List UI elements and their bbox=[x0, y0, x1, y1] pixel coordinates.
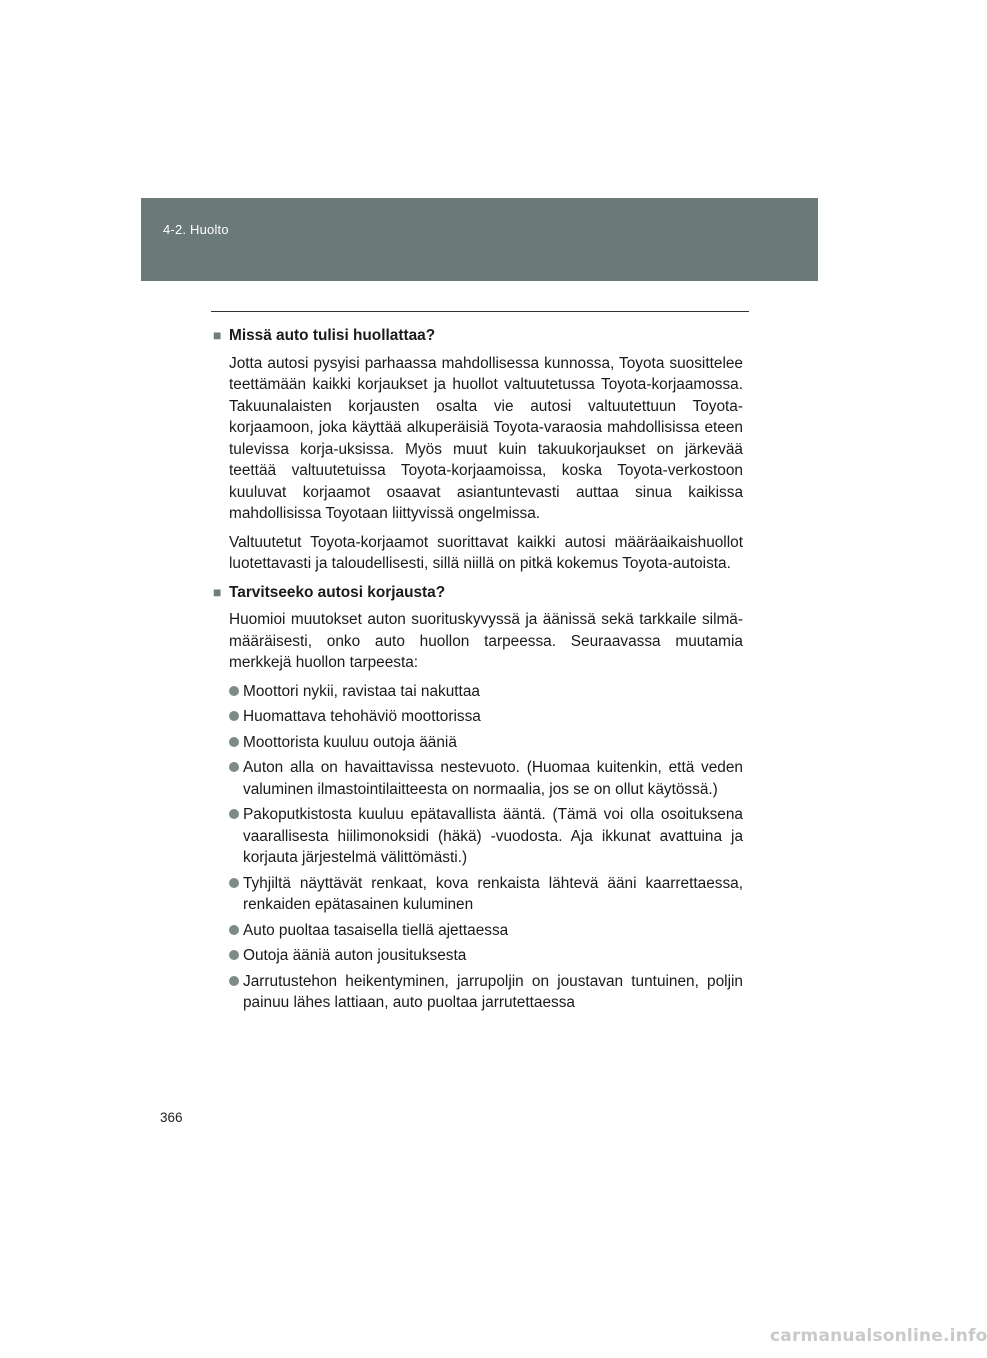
paragraph: Huomioi muutokset auton suorituskyvyssä ja äänissä sekä tarkkaile silmä-määräisesti, onko auto huollon tarpeessa. Seuraavassa muutamia merkkejä huollon tarpeesta: bbox=[229, 611, 743, 671]
watermark: carmanualsonline.info bbox=[770, 1326, 987, 1346]
list-item-text: Auton alla on havaittavissa nestevuoto. (Huomaa kuitenkin, että veden valuminen ilmastointilaitteesta on normaalia, jos se on ollut käytössä.) bbox=[243, 759, 743, 798]
list-item bbox=[229, 971, 743, 1014]
list-item-text: Outoja ääniä auton jousituksesta bbox=[243, 947, 467, 964]
list-item bbox=[229, 945, 743, 967]
paragraph: Jotta autosi pysyisi parhaassa mahdollisessa kunnossa, Toyota suosittelee teettämään kaikki korjaukset ja huollot valtuutetussa Toyota-korjaamossa. Takuunalaisten korjausten osalta vie autosi valtuutettuun Toyota-korjaamoon, joka käyttää alkuperäisiä Toyota-varaosia mahdollisissa eteen tulevissa korja-uksissa. Myös muut kuin takuukorjaukset on järkevää teettää valtuutetuissa Toyota-korjaamoissa, koska Toyota-verkostoon kuuluvat korjaamot osaavat asiantuntevasti auttaa sinua kaikissa mahdollisissa Toyotaan liittyvissä ongelmissa. bbox=[229, 354, 743, 522]
heading-text: Missä auto tulisi huollattaa? bbox=[229, 327, 436, 344]
list-item-text: Huomattava tehohäviö moottorissa bbox=[243, 708, 481, 725]
list-item bbox=[229, 757, 743, 800]
list-item-text: Pakoputkistosta kuuluu epätavallista ääntä. (Tämä voi olla osoituksena vaarallisesta hiilimonoksidi (häkä) -vuodosta. Ajа ikkunat avattuina ja korjauta järjestelmä välittömästi.) bbox=[243, 806, 743, 866]
page-content bbox=[213, 325, 743, 1018]
list-item bbox=[229, 804, 743, 869]
list-item bbox=[229, 706, 743, 728]
heading-text: Tarvitseeko autosi korjausta? bbox=[229, 583, 446, 601]
bullet-dot-icon bbox=[229, 762, 239, 772]
square-bullet-icon: ■ bbox=[213, 327, 222, 343]
list-item bbox=[229, 681, 743, 703]
square-bullet-icon: ■ bbox=[213, 583, 222, 600]
list-item-text: Moottori nykii, ravistaa tai nakuttaa bbox=[243, 682, 480, 700]
bullet-dot-icon bbox=[229, 809, 239, 819]
list-item bbox=[229, 920, 743, 942]
bullet-dot-icon bbox=[229, 925, 239, 935]
bullet-dot-icon bbox=[229, 976, 239, 986]
paragraph: Valtuutetut Toyota-korjaamot suorittavat kaikki autosi määräaikaishuollot luotettavasti ja taloudellisesti, sillä niillä on pitkä kokemus Toyota-autoista. bbox=[229, 533, 743, 572]
section-title: 4-2. Huolto bbox=[163, 222, 229, 237]
section-heading bbox=[213, 582, 743, 604]
list-item bbox=[229, 732, 743, 754]
bullet-dot-icon bbox=[229, 737, 239, 747]
section-heading bbox=[213, 325, 743, 347]
bullet-dot-icon bbox=[229, 686, 239, 696]
bullet-dot-icon bbox=[229, 711, 239, 721]
bullet-dot-icon bbox=[229, 950, 239, 960]
list-item bbox=[229, 873, 743, 916]
list-item-text: Jarrutustehon heikentyminen, jarrupoljin on joustavan tuntuinen, poljin painuu lähes lattiaan, auto puoltaa jarrutettaessa bbox=[243, 972, 743, 1011]
list-item-text: Tyhjiltä näyttävät renkaat, kova renkaista lähtevä ääni kaarrettaessa, renkaiden epätasainen kuluminen bbox=[243, 874, 743, 913]
bullet-dot-icon bbox=[229, 878, 239, 888]
list-item-text: Moottorista kuuluu outoja ääniä bbox=[243, 733, 457, 751]
list-item-text: Auto puoltaa tasaisella tiellä ajettaessa bbox=[243, 921, 509, 939]
page-number: 366 bbox=[160, 1110, 183, 1125]
section-header-band bbox=[141, 198, 818, 281]
divider-line bbox=[211, 311, 749, 312]
